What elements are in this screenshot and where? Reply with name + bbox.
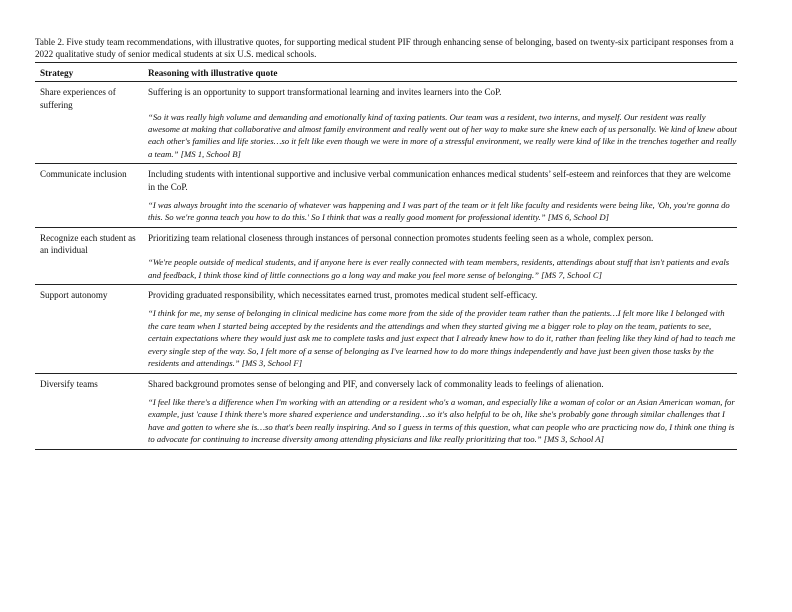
header-reasoning: Reasoning with illustrative quote [143, 63, 737, 82]
illustrative-quote: “We're people outside of medical students, and if anyone here is ever really connected with team members, residents, attendings about stuff that isn't patients and evals and feedback, I think those kind of little connections go a long way and make you feel more sense of belonging.” [MS 7, School C] [148, 257, 730, 280]
reasoning-cell [143, 82, 737, 164]
table-container [35, 37, 737, 450]
strategy-cell: Recognize each student as an individual [40, 232, 136, 256]
reasoning-cell [143, 164, 737, 228]
recommendations-table [35, 62, 737, 449]
table-row [35, 82, 737, 164]
strategy-cell: Communicate inclusion [40, 169, 127, 180]
illustrative-quote: “So it was really high volume and demanding and emotionally kind of taxing patients. Our team was a resident, two interns, and myself. Our resident was really awesome at making that collaborative and almost family environment and really went out of her way to make sure she knew each of us personally. We kind of knew about each other's families and life stories…so it felt like even though we were in more of a stressful environment, we really were kind of like in the trenches together and really a team.” [MS 1, School B] [148, 111, 737, 159]
table-row [35, 285, 737, 373]
reasoning-text: Shared background promotes sense of belonging and PIF, and conversely lack of commonality leads to feelings of alienation. [148, 378, 604, 389]
strategy-cell: Diversify teams [40, 378, 98, 389]
reasoning-cell [143, 227, 737, 284]
strategy-cell: Share experiences of suffering [40, 87, 116, 110]
illustrative-quote: “I was always brought into the scenario of whatever was happening and I was part of the team or it felt like faculty and residents were being like, 'Oh, you're gonna do this. So we're gonna teach you how to do this.' So I think that was a really good moment for professional identity.” [MS 6, School D] [148, 200, 730, 223]
table-caption: Table 2. Five study team recommendations, with illustrative quotes, for supporting medical student PIF through enhancing sense of belonging, based on twenty-six participant responses from a 2022 qualitative study of senior medical students at six U.S. medical schools. [35, 37, 734, 59]
strategy-cell: Support autonomy [40, 290, 108, 301]
header-strategy: Strategy [35, 63, 143, 82]
reasoning-text: Providing graduated responsibility, which necessitates earned trust, promotes medical student self-efficacy. [148, 290, 538, 301]
reasoning-cell [143, 373, 737, 449]
reasoning-text: Including students with intentional supportive and inclusive verbal communication enhances medical students’ self-esteem and reinforces that they are welcome in the CoP. [148, 169, 731, 192]
reasoning-text: Prioritizing team relational closeness through instances of personal connection promotes students feeling seen as a whole, complex person. [148, 232, 654, 243]
illustrative-quote: “I feel like there's a difference when I'm working with an attending or a resident who's a woman, and especially like a woman of color or an Asian American woman, for example, just 'cause I think there's more shared experience and understanding…so it's also helpful to be oh, like she's probably gone through similar challenges that I have and gotten to where she is…so that's been really inspiring. And so I guess in terms of this question, what can people who are practicing now do, I think one thing is to advocate for continuing to increase diversity among attending physicians and like really prioritizing that too.” [MS 3, School A] [148, 396, 735, 445]
reasoning-text: Suffering is an opportunity to support transformational learning and invites learners into the CoP. [148, 87, 502, 98]
reasoning-cell [143, 285, 737, 373]
table-header-row [35, 63, 737, 82]
table-row [35, 227, 737, 284]
table-row [35, 164, 737, 228]
table-row [35, 373, 737, 449]
illustrative-quote: “I think for me, my sense of belonging in clinical medicine has come more from the side of the provider team rather than the patients…I felt more like I belonged with the care team when I started being accepted by the residents and the attendings and when they started giving me a bigger role to play on the team, patients to see, certain expectations where they would just ask me to complete tasks and just expect that I already knew how to do it, rather than feeling like they kind of had to teach me every single step of the way. So, I felt more of a sense of belonging as I've learned how to do more things independently and have just been given those tasks by the residents and attendings.” [MS 3, School F] [148, 308, 736, 369]
